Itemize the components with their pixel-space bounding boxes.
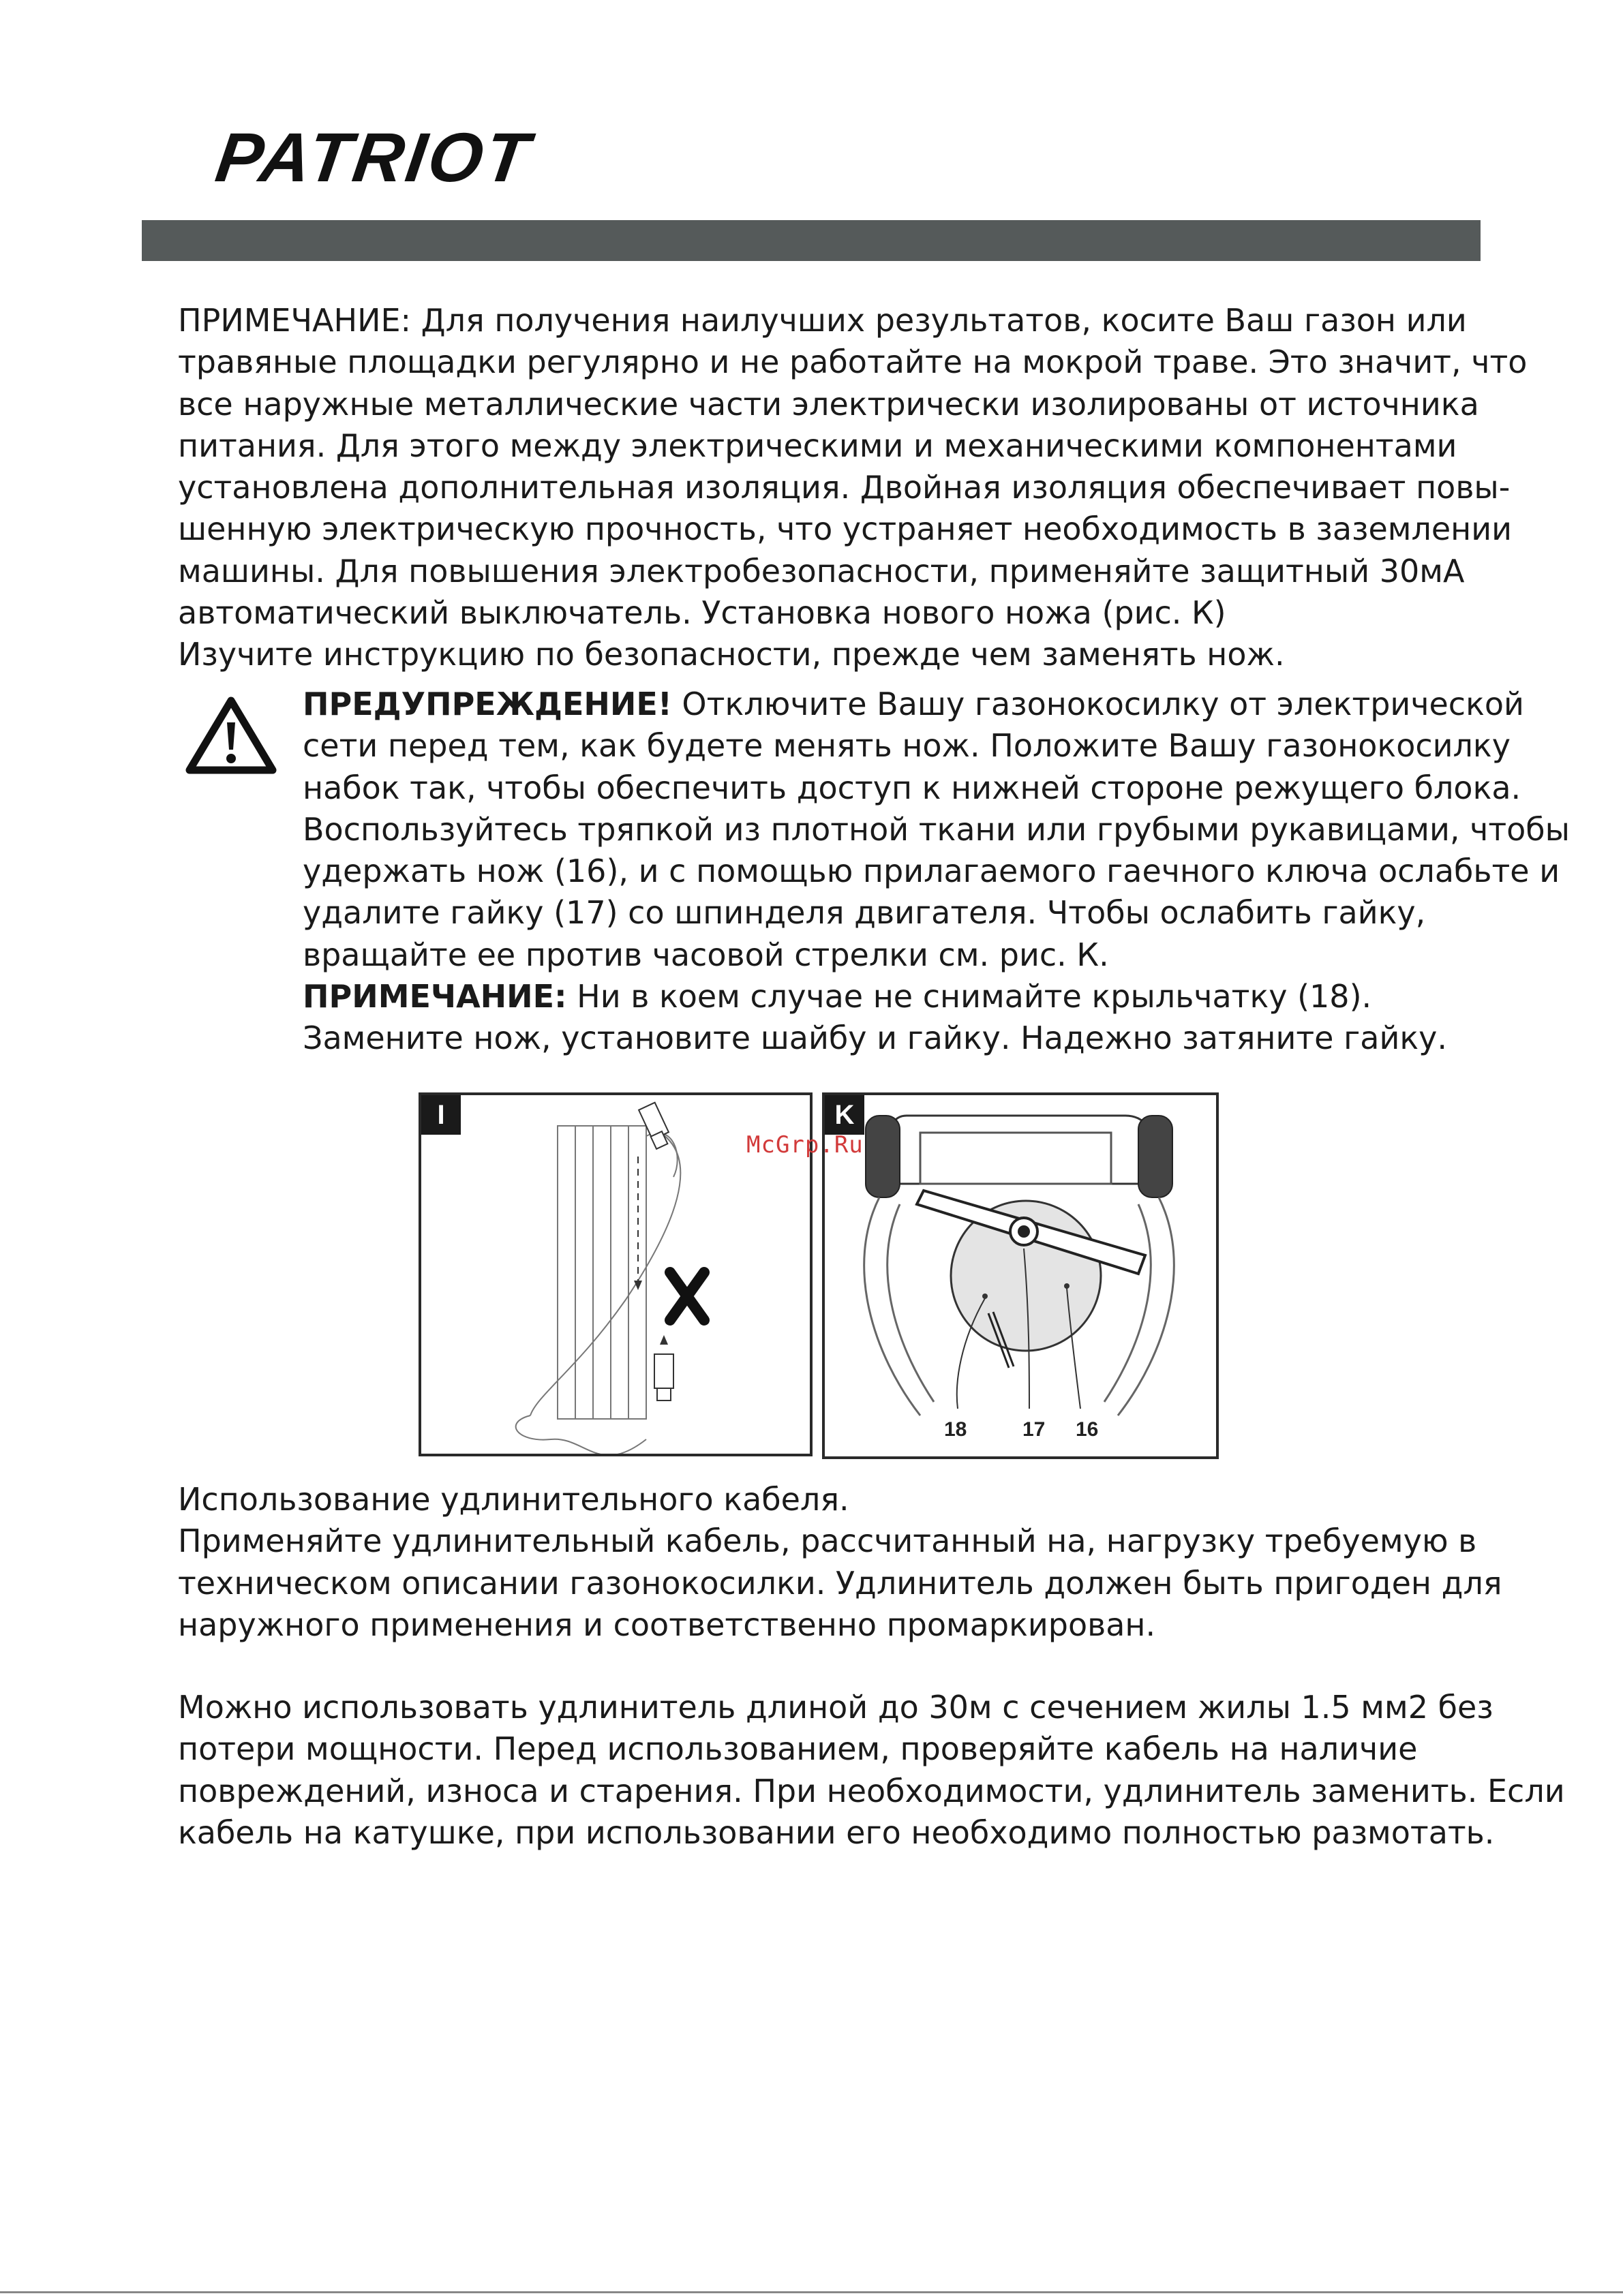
warning-heading: ПРЕДУПРЕЖДЕНИЕ! <box>303 686 672 722</box>
text-line: автоматический выключатель. Установка нового ножа (рис. К) <box>178 594 1226 632</box>
text-line: Применяйте удлинительный кабель, рассчитанный на, нагрузку требуемую в <box>178 1522 1477 1560</box>
callout-18: 18 <box>944 1418 967 1441</box>
text-line: удержать нож (16), и с помощью прилагаемого гаечного ключа ослабьте и <box>303 853 1560 890</box>
text-line: набок так, чтобы обеспечить доступ к нижней стороне режущего блока. <box>303 769 1521 806</box>
paragraph-cable-length <box>178 1687 1565 1854</box>
paragraph-note <box>178 300 1528 676</box>
header-bar <box>142 220 1481 261</box>
text-line: техническом описании газонокосилки. Удлинитель должен быть пригоден для <box>178 1564 1502 1602</box>
note-line <box>303 976 1475 1017</box>
figure-k-label: K <box>825 1095 864 1135</box>
warning-first-line-text: Отключите Вашу газонокосилку от электрической <box>671 686 1524 722</box>
text-line: шенную электрическую прочность, что устраняет необходимость в заземлении <box>178 510 1513 548</box>
figure-i-label: I <box>421 1095 461 1135</box>
text-line: Замените нож, установите шайбу и гайку. Надежно затяните гайку. <box>303 1020 1447 1057</box>
text-line: машины. Для повышения электробезопасности, применяйте защитный 30мА <box>178 552 1465 590</box>
text-line: установлена дополнительная изоляция. Двойная изоляция обеспечивает повы- <box>178 469 1511 506</box>
text-line: кабель на катушке, при использовании его необходимо полностью размотать. <box>178 1813 1495 1851</box>
text-line: питания. Для этого между электрическими и механическими компонентами <box>178 427 1457 464</box>
text-line: ПРИМЕЧАНИЕ: Для получения наилучших результатов, косите Ваш газон или <box>178 302 1467 339</box>
brand-logo: PATRIOT <box>211 119 536 196</box>
warning-first-line <box>303 684 1524 725</box>
text-line: Использование удлинительного кабеля. <box>178 1481 849 1518</box>
watermark: McGrp.Ru <box>746 1131 864 1159</box>
text-line: наружного применения и соответственно промаркирован. <box>178 1606 1156 1643</box>
figure-k <box>822 1092 1219 1459</box>
paragraph-extension-cable <box>178 1479 1502 1646</box>
blade-assembly-drawing <box>825 1095 1216 1456</box>
text-line: потери мощности. Перед использованием, проверяйте кабель на наличие <box>178 1730 1418 1768</box>
callout-17: 17 <box>1022 1418 1046 1441</box>
text-line: повреждений, износа и старения. При необходимости, удлинитель заменить. Если <box>178 1772 1565 1809</box>
text-line: Изучите инструкцию по безопасности, прежде чем заменять нож. <box>178 636 1285 673</box>
page-bottom-divider <box>0 2291 1623 2293</box>
callout-16: 16 <box>1076 1418 1099 1441</box>
warning-block <box>303 684 1570 1060</box>
note-text: Ни в коем случае не снимайте крыльчатку (18). <box>566 978 1372 1015</box>
text-line: все наружные металлические части электрически изолированы от источника <box>178 385 1479 423</box>
warning-icon <box>185 695 277 774</box>
text-line: удалите гайку (17) со шпинделя двигателя. Чтобы ослабить гайку, <box>303 894 1426 932</box>
text-line: Можно использовать удлинитель длиной до 30м с сечением жилы 1.5 мм2 без <box>178 1689 1493 1726</box>
text-line: сети перед тем, как будете менять нож. Положите Вашу газонокосилку <box>303 727 1511 765</box>
note-label: ПРИМЕЧАНИЕ: <box>303 978 567 1015</box>
text-line: травяные площадки регулярно и не работайте на мокрой траве. Это значит, что <box>178 343 1528 381</box>
text-line: вращайте ее против часовой стрелки см. рис. К. <box>303 936 1109 973</box>
text-line: Воспользуйтесь тряпкой из плотной ткани или грубыми рукавицами, чтобы <box>303 810 1570 848</box>
